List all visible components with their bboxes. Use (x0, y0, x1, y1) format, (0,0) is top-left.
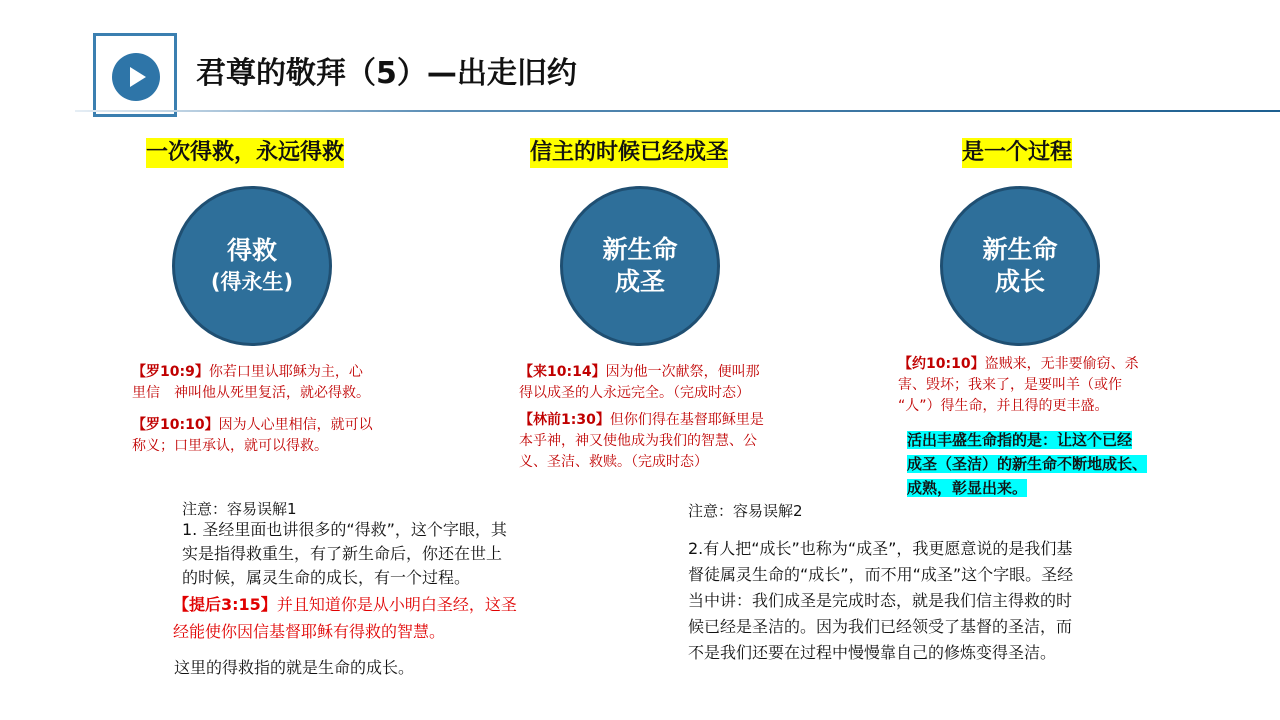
verse-text: 经能使你因信基督耶稣有得救的智慧。 (173, 622, 446, 641)
note1-body (182, 518, 582, 590)
verse-ref: 【提后3:15】 (173, 595, 277, 614)
circle-growth-line1: 新生命 (982, 235, 1058, 264)
verse-1cor-1-30 (519, 410, 809, 473)
circle-sanctification-line2: 成圣 (614, 267, 665, 296)
page-title: 君尊的敬拜（5）—出走旧约 (196, 56, 577, 91)
verse-text: 但你们得在基督耶稣里是 (609, 412, 764, 428)
verse-text: 你若口里认耶稣为主，心 (208, 364, 363, 380)
verse-text: 称义；口里承认，就可以得救。 (132, 438, 328, 454)
abundant-life-highlight (907, 428, 1207, 500)
note1-verse-2tim-3-15 (173, 591, 593, 645)
circle-sanctification-line1: 新生命 (602, 235, 678, 264)
verse-text: 盗贼来，无非要偷窃、杀 (984, 356, 1139, 372)
note1-line: 实是指得救重生，有了新生命后，你还在世上 (182, 544, 503, 563)
header-divider (75, 110, 1280, 112)
note2-line: 候已经是圣洁的。因为我们已经领受了基督的圣洁，而 (688, 617, 1073, 636)
verse-text: 义、圣洁、救赎。（完成时态） (519, 454, 708, 470)
heading-sanctified: 信主的时候已经成圣 (530, 138, 728, 168)
note2-title: 注意：容易误解2 (688, 502, 803, 520)
verse-ref: 【罗10:10】 (132, 417, 219, 433)
note1-line: 1. 圣经里面也讲很多的“得救”，这个字眼，其 (182, 520, 507, 539)
verse-rom-10-10 (132, 415, 422, 457)
heading-process: 是一个过程 (962, 138, 1072, 168)
play-icon[interactable] (112, 53, 160, 101)
circle-growth (940, 186, 1100, 346)
highlight-line: 活出丰盛生命指的是：让这个已经 (907, 431, 1133, 449)
note2-line: 当中讲：我们成圣是完成时态，就是我们信主得救的时 (688, 591, 1073, 610)
circle-sanctification (560, 186, 720, 346)
note2-line: 2.有人把“成长”也称为“成圣”，我更愿意说的是我们基 (688, 539, 1073, 558)
play-triangle (130, 67, 146, 87)
verse-text: 本乎神，神又使他成为我们的智慧、公 (519, 433, 757, 449)
note1-title: 注意：容易误解1 (182, 500, 297, 518)
verse-ref: 【罗10:9】 (132, 364, 209, 380)
circle-growth-line2: 成长 (994, 267, 1045, 296)
circle-salvation-line2: (得永生) (210, 270, 294, 294)
verse-ref: 【来10:14】 (519, 364, 606, 380)
verse-text: 并且知道你是从小明白圣经，这圣 (276, 595, 517, 614)
note1-conclusion: 这里的得救指的就是生命的成长。 (174, 658, 415, 677)
verse-text: “人”）得生命，并且得的更丰盛。 (898, 398, 1109, 414)
logo-frame (93, 33, 177, 117)
note1-line: 的时候，属灵生命的成长，有一个过程。 (182, 568, 471, 587)
verse-text: 得以成圣的人永远完全。（完成时态） (519, 385, 750, 401)
note2-body (688, 536, 1168, 666)
heading-salvation: 一次得救，永远得救 (146, 138, 344, 168)
circle-salvation-line1: 得救 (226, 236, 277, 265)
verse-ref: 【林前1:30】 (519, 412, 610, 428)
highlight-line: 成熟，彰显出来。 (907, 479, 1028, 497)
note2-line: 督徒属灵生命的“成长”，而不用“成圣”这个字眼。圣经 (688, 565, 1074, 584)
verse-john-10-10 (898, 354, 1178, 417)
highlight-line: 成圣（圣洁）的新生命不断地成长、 (907, 455, 1148, 473)
note2-line: 不是我们还要在过程中慢慢靠自己的修炼变得圣洁。 (688, 643, 1057, 662)
verse-ref: 【约10:10】 (898, 356, 985, 372)
circle-salvation (172, 186, 332, 346)
verse-text: 因为人心里相信，就可以 (218, 417, 373, 433)
verse-text: 害、毁坏；我来了，是要叫羊（或作 (898, 377, 1122, 393)
verse-heb-10-14 (519, 362, 809, 404)
verse-text: 因为他一次献祭，便叫那 (605, 364, 760, 380)
verse-text: 里信 神叫他从死里复活，就必得救。 (132, 385, 370, 401)
verse-rom-10-9 (132, 362, 422, 404)
